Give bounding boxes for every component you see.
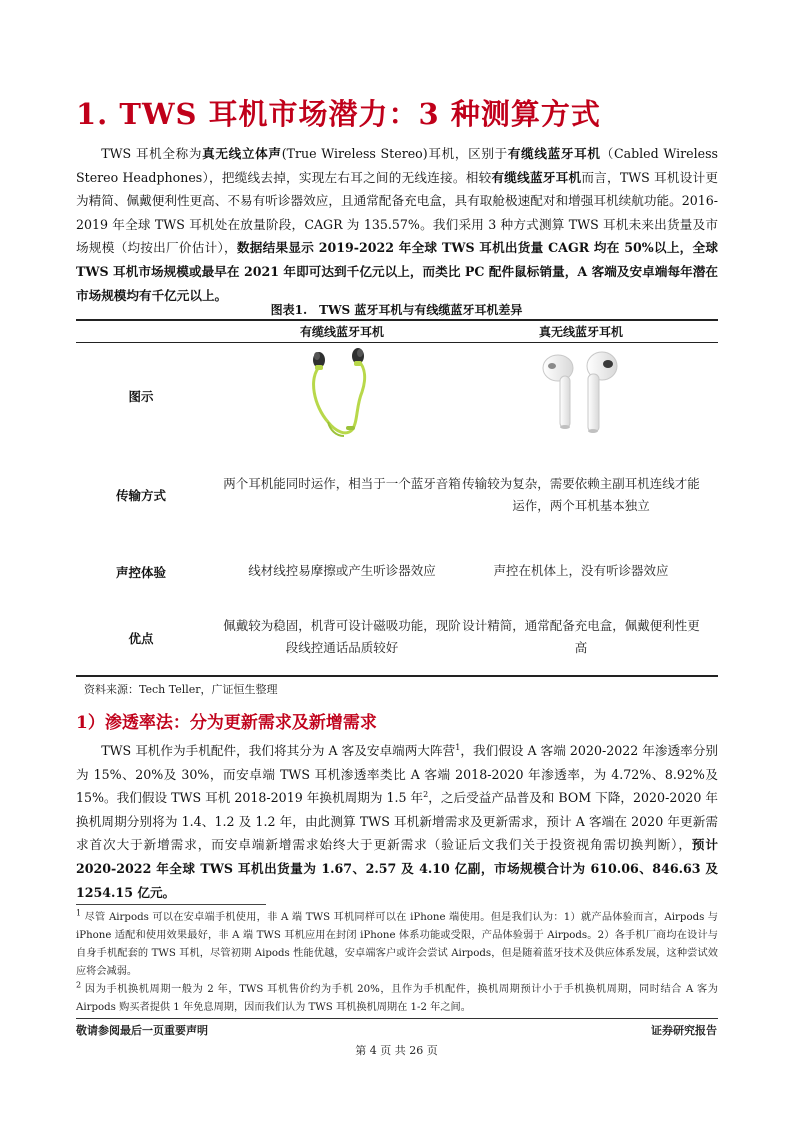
section-bold-1: 预计 2020-2022 年全球 TWS 耳机出货量为 1.67、2.57 及 4.10 亿副，市场规模合计为 610.06、846.63 及 1254.15 亿元。 <box>76 837 719 900</box>
section-paragraph <box>76 739 718 904</box>
page-number: 第 4 页 共 26 页 <box>355 1044 438 1057</box>
section-text-2: ，我们假设 A 客端 2020-2022 年渗透率分别为 15%、20%及 30%，而安卓端 TWS 耳机渗透率类比 A 客端 2018-2020 年渗透率，为 4.72%、8.92%及 15%。我们假设 TWS 耳机 2018-2019 年换机周期为 1.5 年 <box>76 743 719 806</box>
intro-paragraph <box>76 142 718 307</box>
cabled-earphones-image <box>300 346 380 442</box>
row-label-transmission: 传输方式 <box>115 488 166 503</box>
cell-voice-tws: 声控在机体上，没有听诊器效应 <box>493 563 669 578</box>
footnote-1 <box>76 909 718 981</box>
col-header-tws: 真无线蓝牙耳机 <box>538 325 623 339</box>
cell-transmission-cabled: 两个耳机能同时运作，相当于一个蓝牙音箱 <box>223 476 461 491</box>
footnote-2 <box>76 981 718 1017</box>
footnote-rule <box>76 904 266 905</box>
table-bottom-rule <box>76 675 718 677</box>
table-top-rule <box>76 319 718 321</box>
intro-bold-3: 有缆线蓝牙耳机 <box>491 169 582 185</box>
intro-bold-4: 数据结果显示 2019-2022 年全球 TWS 耳机出货量 CAGR 均在 50%以上，全球 TWS 耳机市场规模或最早在 2021 年即可达到千亿元以上，而类比 PC 配件鼠标销量，A 客端及安卓端每年潜在市场规模均有千亿元以上。 <box>76 240 719 303</box>
section-text-3: ，之后受益产品普及和 BOM 下降，2020-2020 年换机周期分别将为 1.4、1.2 及 1.2 年，由此测算 TWS 耳机新增需求及更新需求，预计 A 客端在 2020 年更新需求首次大于新增需求，而安卓端新增需求始终大于更新需求（验证后文我们关于投资视角需切换判断）， <box>76 790 718 853</box>
cell-voice-cabled: 线材线控易摩擦或产生听诊器效应 <box>248 563 436 578</box>
cell-advantages-tws: 设计精简，通常配备充电盒，佩戴便利性更高 <box>462 618 700 655</box>
row-label-voice: 声控体验 <box>115 565 166 580</box>
footnote-ref-1[interactable]: 1 <box>455 742 461 752</box>
footer-disclaimer: 敬请参阅最后一页重要声明 <box>76 1024 208 1037</box>
row-label-image: 图示 <box>128 389 154 404</box>
footnote-2-text: 因为手机换机周期一般为 2 年，TWS 耳机售价约为手机 20%，且作为手机配件，换机周期预计小于手机换机周期，同时结合 A 客为 Airpods 购买者提供 1 年免息周期，因而我们认为 TWS 耳机换机周期在 1-2 年之间。 <box>76 984 718 1013</box>
footnote-1-text: 尽管 Airpods 可以在安卓端手机使用，非 A 端 TWS 耳机同样可以在 iPhone 端使用。但是我们认为：1）就产品体验而言，Airpods 与 iPhone 适配和使用效果最好，非 A 端 TWS 耳机应用在封闭 iPhone 体系功能或受限，产品体验弱于 Airpods。2）各手机厂商均在设计与自身手机配套的 TWS 耳机，尽管初期 Aipods 性能优越，安卓端客户或许会尝试 Airpods，但是随着蓝牙技术及供应体系发展，这种尝试效应将会减弱。 <box>76 912 718 977</box>
airpods-image <box>538 348 630 444</box>
row-label-advantages: 优点 <box>128 631 154 646</box>
intro-text-3: （Cabled Wireless Stereo Headphones），把缆线去掉，实现左右耳之间的无线连接。相较 <box>76 146 718 185</box>
intro-bold-1: 真无线立体声 <box>202 146 282 161</box>
page-heading: 1. TWS 耳机市场潜力：3 种测算方式 <box>76 97 601 131</box>
intro-text-2: (True Wireless Stereo)耳机，区别于 <box>281 146 508 161</box>
footnote-1-number: 1 <box>76 908 82 918</box>
figure-title: 图表1. TWS 蓝牙耳机与有线缆蓝牙耳机差异 <box>270 303 523 317</box>
footer-rule <box>76 1018 718 1019</box>
intro-bold-2: 有缆线蓝牙耳机 <box>507 146 601 161</box>
col-header-cabled: 有缆线蓝牙耳机 <box>299 325 384 339</box>
cell-transmission-tws: 传输较为复杂，需要依赖主副耳机连线才能运作，两个耳机基本独立 <box>462 476 700 513</box>
footnote-ref-2[interactable]: 2 <box>423 790 429 799</box>
section-text-1: TWS 耳机作为手机配件，我们将其分为 A 客及安卓端两大阵营 <box>101 743 456 758</box>
intro-text-1: TWS 耳机全称为 <box>101 146 203 161</box>
footer-report-type: 证券研究报告 <box>651 1024 717 1037</box>
cell-advantages-cabled: 佩戴较为稳固，机背可设计磁吸功能，现阶段线控通话品质较好 <box>223 618 461 655</box>
intro-text-4: 而言，TWS 耳机设计更为精简、佩戴便利性更高、不易有听诊器效应，且通常配备充电盒，具有取舱极速配对和增强耳机续航功能。2016-2019 年全球 TWS 耳机处在放量阶段，CAGR 为 135.57%。我们采用 3 种方式测算 TWS 耳机未来出货量及市场规模（均按出厂价估计）， <box>76 169 719 256</box>
section-heading: 1）渗透率法：分为更新需求及新增需求 <box>76 713 377 733</box>
figure-source: 资料来源：Tech Teller，广证恒生整理 <box>84 683 278 696</box>
footnote-2-number: 2 <box>76 980 82 990</box>
table-header-rule <box>76 342 718 343</box>
